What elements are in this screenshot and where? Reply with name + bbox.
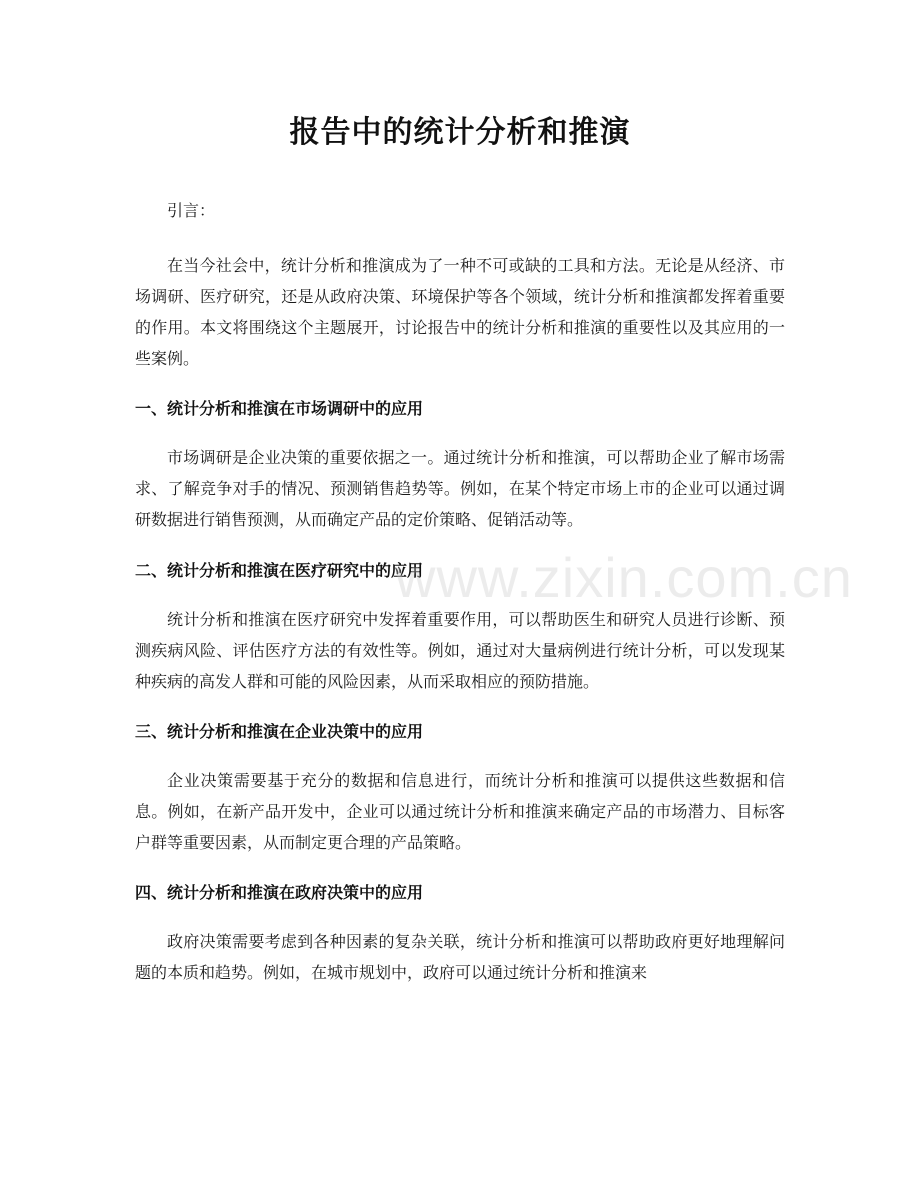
document-title: 报告中的统计分析和推演 xyxy=(289,115,631,150)
section-body-2: 统计分析和推演在医疗研究中发挥着重要作用，可以帮助医生和研究人员进行诊断、预测疾病风险、评估医疗方法的有效性等。例如，通过对大量病例进行统计分析，可以发现某种疾病的高发人群和可能的风险因素，从而采取相应的预防措施。 xyxy=(135,610,785,691)
section-heading-1: 一、统计分析和推演在市场调研中的应用 xyxy=(135,399,424,418)
section-heading-4: 四、统计分析和推演在政府决策中的应用 xyxy=(135,883,424,902)
section-heading-3: 三、统计分析和推演在企业决策中的应用 xyxy=(135,722,424,741)
intro-paragraph: 在当今社会中，统计分析和推演成为了一种不可或缺的工具和方法。无论是从经济、市场调研、医疗研究，还是从政府决策、环境保护等各个领域，统计分析和推演都发挥着重要的作用。本文将围绕这个主题展开，讨论报告中的统计分析和推演的重要性以及其应用的一些案例。 xyxy=(135,256,785,368)
watermark-text: www.zixin.com.cn xyxy=(395,546,853,609)
section-body-3: 企业决策需要基于充分的数据和信息进行，而统计分析和推演可以提供这些数据和信息。例如，在新产品开发中，企业可以通过统计分析和推演来确定产品的市场潜力、目标客户群等重要因素，从而制定更合理的产品策略。 xyxy=(135,771,785,852)
section-heading-2: 二、统计分析和推演在医疗研究中的应用 xyxy=(135,561,424,580)
intro-label: 引言： xyxy=(167,201,216,220)
section-body-4: 政府决策需要考虑到各种因素的复杂关联，统计分析和推演可以帮助政府更好地理解问题的本质和趋势。例如，在城市规划中，政府可以通过统计分析和推演来 xyxy=(135,932,785,982)
section-body-1: 市场调研是企业决策的重要依据之一。通过统计分析和推演，可以帮助企业了解市场需求、了解竞争对手的情况、预测销售趋势等。例如，在某个特定市场上市的企业可以通过调研数据进行销售预测，从而确定产品的定价策略、促销活动等。 xyxy=(135,448,785,529)
